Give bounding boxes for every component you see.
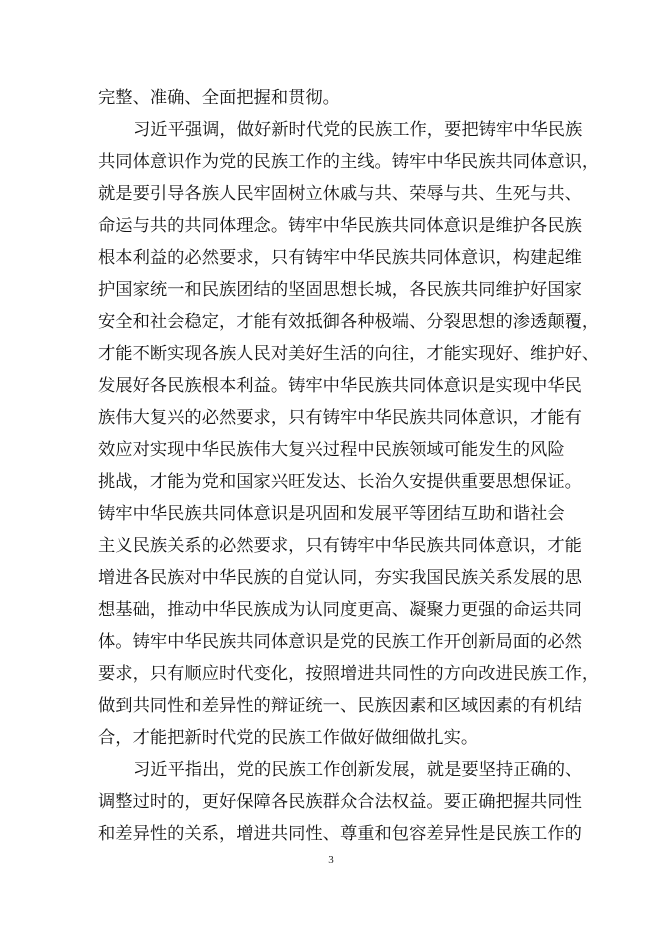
text-line-24: 和差异性的关系，增进共同性、尊重和包容差异性是民族工作的 xyxy=(98,824,582,844)
text-line-9: 才能不断实现各族人民对美好生活的向往，才能实现好、维护好、 xyxy=(98,344,600,364)
text-line-5: 命运与共的共同体理念。铸牢中华民族共同体意识是维护各民族 xyxy=(98,216,582,236)
text-line-14: 铸牢中华民族共同体意识是巩固和发展平等团结互助和谐社会 xyxy=(98,504,565,524)
text-line-7: 护国家统一和民族团结的坚固思想长城，各民族共同维护好国家 xyxy=(98,280,582,300)
text-line-13: 挑战，才能为党和国家兴旺发达、长治久安提供重要思想保证。 xyxy=(98,472,582,492)
text-line-8: 安全和社会稳定，才能有效抵御各种极端、分裂思想的渗透颠覆， xyxy=(98,312,600,332)
text-line-12: 效应对实现中华民族伟大复兴过程中民族领域可能发生的风险 xyxy=(98,440,565,460)
text-line-11: 族伟大复兴的必然要求，只有铸牢中华民族共同体意识，才能有 xyxy=(98,408,582,428)
text-line-17: 想基础，推动中华民族成为认同度更高、凝聚力更强的命运共同 xyxy=(98,600,582,620)
text-line-4: 就是要引导各族人民牢固树立休戚与共、荣辱与共、生死与共、 xyxy=(98,184,582,204)
text-line-18: 体。铸牢中华民族共同体意识是党的民族工作开创新局面的必然 xyxy=(98,632,582,652)
text-line-15: 主义民族关系的必然要求，只有铸牢中华民族共同体意识，才能 xyxy=(98,536,582,556)
text-line-23: 调整过时的，更好保障各民族群众合法权益。要正确把握共同性 xyxy=(98,792,582,812)
text-line-22: 习近平指出，党的民族工作创新发展，就是要坚持正确的、 xyxy=(133,760,583,780)
text-line-21: 合，才能把新时代党的民族工作做好做细做扎实。 xyxy=(98,728,479,748)
text-line-2: 习近平强调，做好新时代党的民族工作，要把铸牢中华民族 xyxy=(133,120,583,140)
text-line-6: 根本利益的必然要求，只有铸牢中华民族共同体意识，构建起维 xyxy=(98,248,582,268)
text-line-10: 发展好各民族根本利益。铸牢中华民族共同体意识是实现中华民 xyxy=(98,376,582,396)
text-line-19: 要求，只有顺应时代变化，按照增进共同性的方向改进民族工作， xyxy=(98,664,600,684)
text-line-3: 共同体意识作为党的民族工作的主线。铸牢中华民族共同体意识， xyxy=(98,152,600,172)
text-line-1: 完整、准确、全面把握和贯彻。 xyxy=(98,88,340,108)
page-number: 3 xyxy=(328,854,334,866)
text-line-20: 做到共同性和差异性的辩证统一、民族因素和区域因素的有机结 xyxy=(98,696,582,716)
text-line-16: 增进各民族对中华民族的自觉认同，夯实我国民族关系发展的思 xyxy=(98,568,582,588)
